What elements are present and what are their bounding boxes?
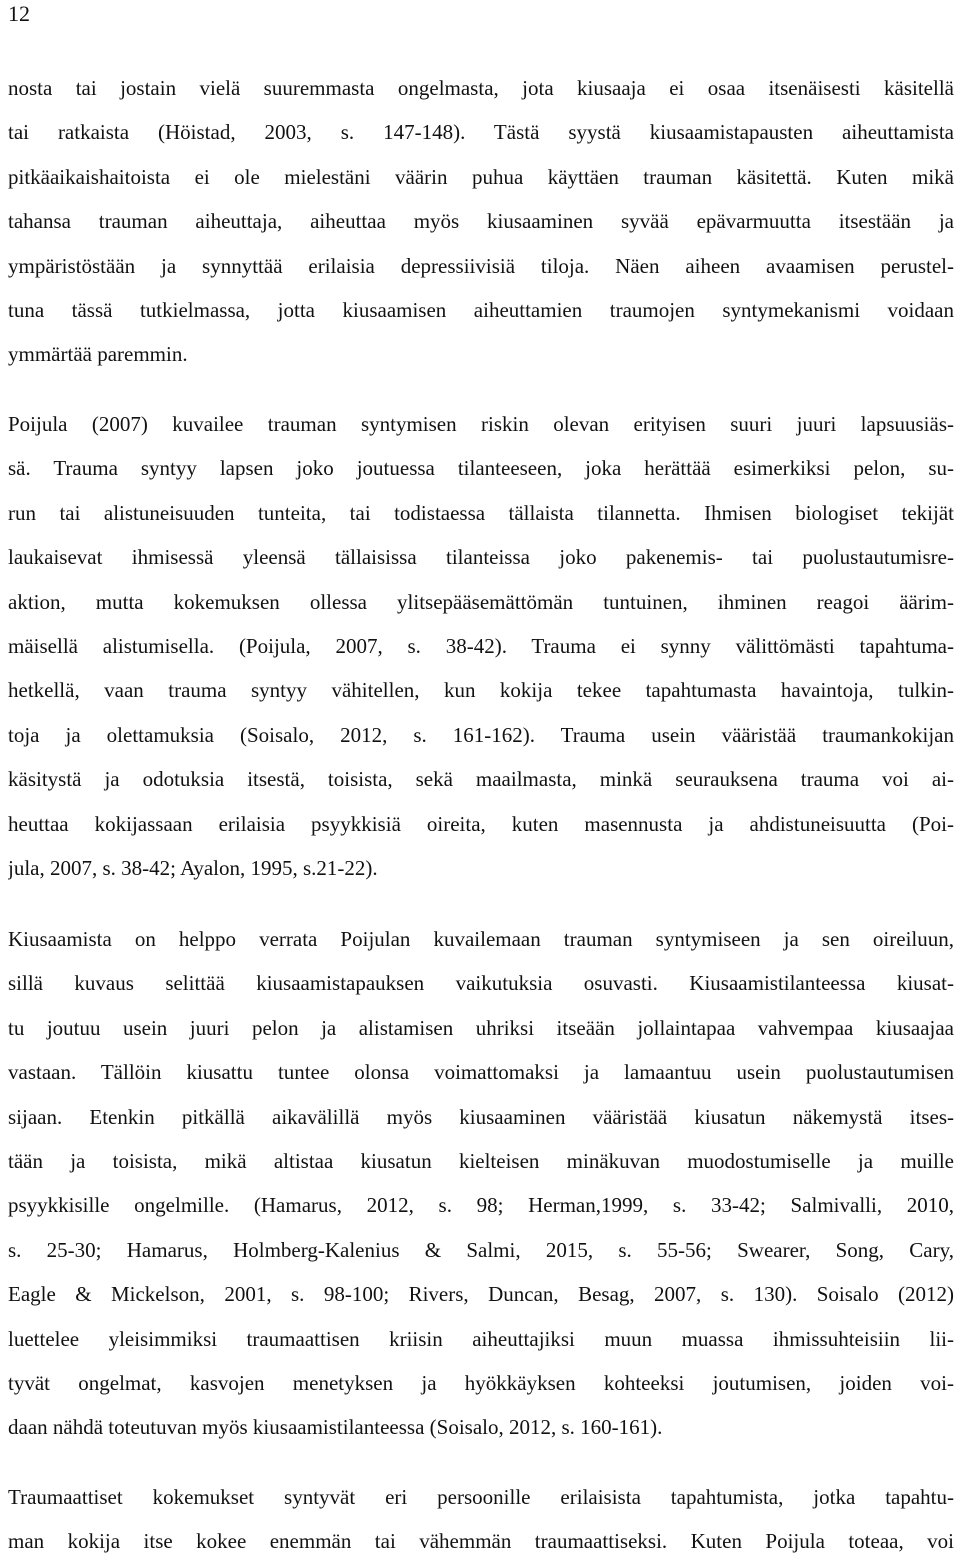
text-line: Eagle & Mickelson, 2001, s. 98-100; Rivers, Duncan, Besag, 2007, s. 130). Soisalo (2012) xyxy=(8,1282,954,1307)
text-line: Kiusaamista on helppo verrata Poijulan kuvailemaan trauman syntymiseen ja sen oireiluun, xyxy=(8,927,954,951)
text-line: nosta tai jostain vielä suuremmasta ongelmasta, jota kiusaaja ei osaa itsenäisesti käsitellä xyxy=(8,76,954,100)
text-line: tuna tässä tutkielmassa, jotta kiusaamisen aiheuttamien traumojen syntymekanismi voidaan xyxy=(8,297,954,322)
text-line: käsitystä ja odotuksia itsestä, toisista, sekä maailmasta, minkä seurauksena trauma voi ai- xyxy=(8,767,954,792)
text-line: ympäristöstään ja synnyttää erilaisia depressiivisiä tiloja. Näen aiheen avaamisen perustel- xyxy=(8,253,954,278)
text-line: tu joutuu usein juuri pelon ja alistamisen uhriksi itseään jollaintapaa vahvempaa kiusaajaa xyxy=(8,1015,954,1040)
text-line: psyykkisille ongelmille. (Hamarus, 2012, s. 98; Herman,1999, s. 33-42; Salmivalli, 2010, xyxy=(8,1193,954,1218)
paragraph-4 xyxy=(8,1475,954,1564)
text-line: laukaisevat ihmisessä yleensä tällaisissa tilanteissa joko pakenemis- tai puolustautumisre- xyxy=(8,545,954,570)
paragraph-2 xyxy=(8,402,954,890)
text-line: hetkellä, vaan trauma syntyy vähitellen, kun kokija tekee tapahtumasta havaintoja, tulkin- xyxy=(8,678,954,703)
text-line: s. 25-30; Hamarus, Holmberg-Kalenius & Salmi, 2015, s. 55-56; Swearer, Song, Cary, xyxy=(8,1237,954,1262)
text-line: tai ratkaista (Höistad, 2003, s. 147-148). Tästä syystä kiusaamistapausten aiheuttamista xyxy=(8,120,954,145)
text-line: mäisellä alistumisella. (Poijula, 2007, s. 38-42). Trauma ei synny välittömästi tapahtuma- xyxy=(8,633,954,658)
text-line: daan nähdä toteutuvan myös kiusaamistilanteessa (Soisalo, 2012, s. 160-161). xyxy=(8,1415,663,1440)
paragraph-1 xyxy=(8,66,954,377)
text-line: sillä kuvaus selittää kiusaamistapauksen vaikutuksia osuvasti. Kiusaamistilanteessa kiusat- xyxy=(8,971,954,996)
text-line: luettelee yleisimmiksi traumaattisen kriisin aiheuttajiksi muun muassa ihmissuhteisiin lii- xyxy=(8,1326,954,1351)
text-line: tahansa trauman aiheuttaja, aiheuttaa myös kiusaaminen syvää epävarmuutta itsestään ja xyxy=(8,209,954,234)
text-line: vastaan. Tällöin kiusattu tuntee olonsa voimattomaksi ja lamaantuu usein puolustautumisen xyxy=(8,1060,954,1085)
text-line: sä. Trauma syntyy lapsen joko joutuessa tilanteeseen, joka herättää esimerkiksi pelon, su- xyxy=(8,456,954,481)
text-line: toja ja olettamuksia (Soisalo, 2012, s. 161-162). Trauma usein vääristää traumankokijan xyxy=(8,722,954,747)
text-line: jula, 2007, s. 38-42; Ayalon, 1995, s.21-22). xyxy=(8,855,378,880)
text-line: tyvät ongelmat, kasvojen menetyksen ja hyökkäyksen kohteeksi joutumisen, joiden voi- xyxy=(8,1370,954,1395)
text-line: heuttaa kokijassaan erilaisia psyykkisiä oireita, kuten masennusta ja ahdistuneisuutta (Poi- xyxy=(8,811,954,836)
page-number: 12 xyxy=(8,1,30,26)
text-line: man kokija itse kokee enemmän tai vähemmän traumaattiseksi. Kuten Poijula toteaa, voi xyxy=(8,1529,954,1554)
text-line: run tai alistuneisuuden tunteita, tai todistaessa tällaista tilannetta. Ihmisen biologiset tekijät xyxy=(8,500,954,525)
text-line: aktion, mutta kokemuksen ollessa ylitsepääsemättömän tuntuinen, ihminen reagoi äärim- xyxy=(8,589,954,614)
text-line: sijaan. Etenkin pitkällä aikavälillä myös kiusaaminen vääristää kiusatun näkemystä itses- xyxy=(8,1104,954,1129)
text-line: ymmärtää paremmin. xyxy=(8,342,188,367)
text-line: pitkäaikaishaitoista ei ole mielestäni väärin puhua käyttäen trauman käsitettä. Kuten mikä xyxy=(8,164,954,189)
text-line: Poijula (2007) kuvailee trauman syntymisen riskin olevan erityisen suuri juuri lapsuusiäs- xyxy=(8,412,954,436)
text-line: Traumaattiset kokemukset syntyvät eri persoonille erilaisista tapahtumista, jotka tapahtu- xyxy=(8,1485,954,1509)
paragraph-3 xyxy=(8,917,954,1450)
text-line: tään ja toisista, mikä altistaa kiusatun kielteisen minäkuvan muodostumiselle ja muille xyxy=(8,1148,954,1173)
